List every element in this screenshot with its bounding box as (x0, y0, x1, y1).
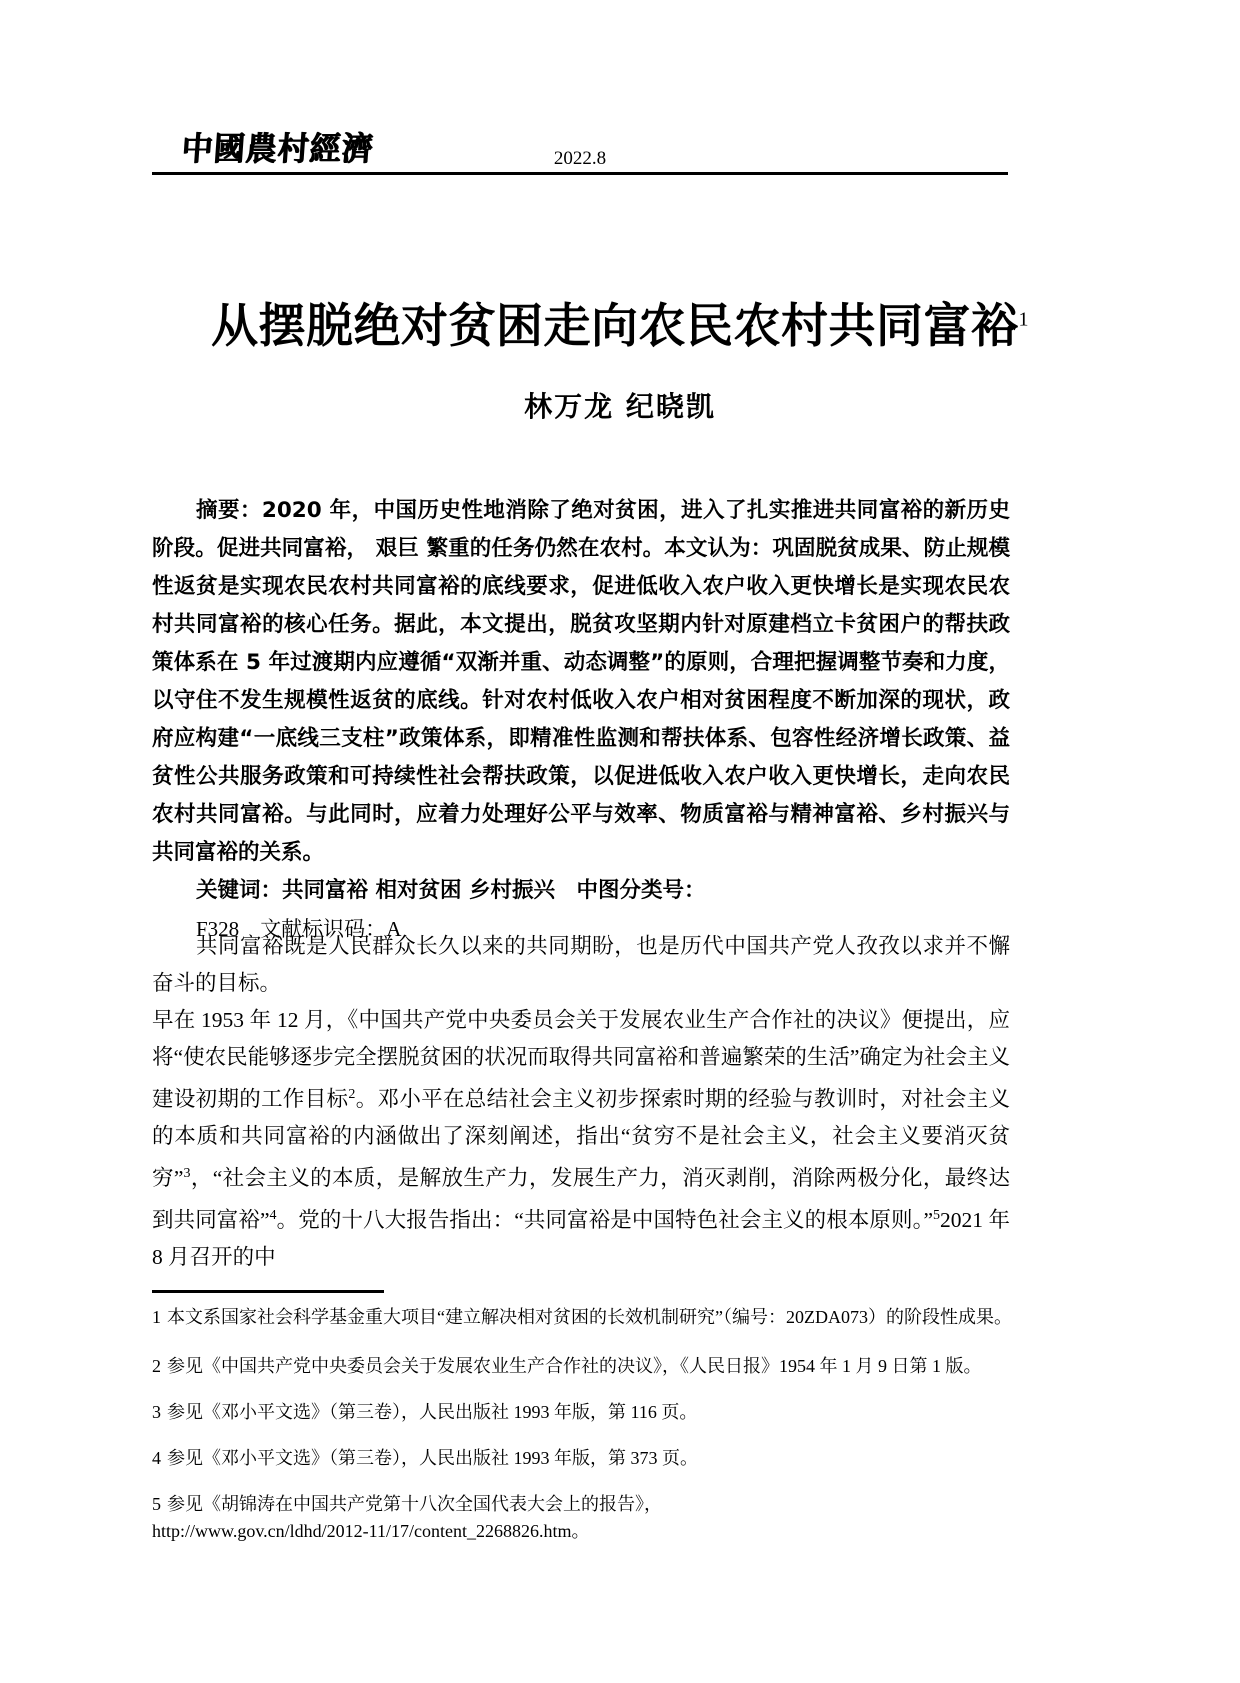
abstract-block (152, 492, 1010, 948)
body-p2-segment-1: 早在 1953 年 12 月，《中国共产党中央委员会关于发展农业生产合作社的决议》便提出，应将“使农民能够逐步完全摆脱贫困的状况而取得共同富裕和普遍繁荣的生活”确定为社会主义建设初期的工作目标 (152, 1008, 1010, 1112)
footnote-text: 参见《邓小平文选》（第三卷），人民出版社 1993 年版，第 116 页。 (167, 1402, 698, 1422)
keywords-line (152, 872, 1010, 910)
page-header (152, 112, 1008, 174)
keywords-label: 关键词： (196, 878, 283, 903)
footnotes-block (152, 1304, 1022, 1567)
author-list: 林万龙 纪晓凯 (524, 390, 716, 423)
footnote-text: 参见《中国共产党中央委员会关于发展农业生产合作社的决议》，《人民日报》1954 年 1 月 9 日第 1 版。 (167, 1356, 982, 1376)
footnote-item (152, 1491, 1022, 1544)
page-title (120, 299, 1120, 355)
footnote-item (152, 1445, 1022, 1471)
footnote-number: 1 (152, 1307, 161, 1327)
body-p2-segment-5: 2021 年 8 月召开的中 (152, 1208, 1011, 1270)
document-id-label: 文献标识码： (260, 917, 387, 941)
footnote-ref-4[interactable]: 4 (269, 1208, 277, 1224)
footnote-text: 参见《邓小平文选》（第三卷），人民出版社 1993 年版，第 373 页。 (167, 1448, 698, 1468)
title-footnote-marker: 1 (1018, 308, 1029, 331)
footnote-separator-rule (152, 1290, 384, 1293)
issue-date: 2022.8 (553, 148, 607, 169)
journal-masthead-logo: 中國農村經濟 (180, 130, 376, 168)
body-paragraph-1: 共同富裕既是人民群众长久以来的共同期盼，也是历代中国共产党人孜孜以求并不懈奋斗的目标。 (152, 934, 1010, 995)
document-id-value: A (386, 917, 402, 941)
body-p2-segment-3: ，“社会主义的本质，是解放生产力，发展生产力，消灭剥削，消除两极分化，最终达到共同富裕” (152, 1166, 1011, 1233)
footnote-item (152, 1399, 1022, 1425)
footnote-text: 本文系国家社会科学基金重大项目“建立解决相对贫困的长效机制研究”（编号：20ZDA073）的阶段性成果。 (167, 1307, 1012, 1327)
footnote-url[interactable]: http://www.gov.cn/ldhd/2012-11/17/content_2268826.htm。 (152, 1521, 590, 1541)
header-divider-rule (152, 172, 1008, 175)
footnote-item (152, 1304, 1022, 1330)
footnote-text: 参见《胡锦涛在中国共产党第十八次全国代表大会上的报告》， (167, 1494, 662, 1514)
footnote-ref-3[interactable]: 3 (183, 1166, 191, 1182)
footnote-number: 2 (152, 1356, 161, 1376)
footnote-ref-2[interactable]: 2 (348, 1087, 356, 1102)
body-paragraph-2 (152, 1002, 1010, 1276)
clc-code: F328 (196, 917, 240, 941)
article-title-text: 从摆脱绝对贫困走向农民农村共同富裕 (211, 299, 1019, 355)
abstract-label: 摘要： (196, 498, 262, 523)
footnote-ref-5[interactable]: 5 (933, 1208, 941, 1224)
abstract-paragraph (152, 492, 1010, 872)
clc-label: 中图分类号： (576, 878, 706, 903)
footnote-number: 4 (152, 1448, 161, 1468)
keywords-values: 共同富裕 相对贫困 乡村振兴 (282, 878, 555, 903)
abstract-text: 2020 年，中国历史性地消除了绝对贫困，进入了扎实推进共同富裕的新历史阶段。促进共同富裕， 艰巨 繁重的任务仍然在农村。本文认为：巩固脱贫成果、防止规模性返贫是实现农民农村共同富裕的底线要求，促进低收入农户收入更快增长是实现农民农村共同富裕的核心任务。据此，本文提出，脱贫攻坚期内针对原建档立卡贫困户的帮扶政策体系在 5 年过渡期内应遵循“双渐并重、动态调整”的原则，合理把握调整节奏和力度，以守住不发生规模性返贫的底线。针对农村低收入农户相对贫困程度不断加深的现状，政府应构建“一底线三支柱”政策体系，即精准性监测和帮扶体系、包容性经济增长政策、益贫性公共服务政策和可持续性社会帮扶政策，以促进低收入农户收入更快增长，走向农民农村共同富裕。与此同时，应着力处理好公平与效率、物质富裕与精神富裕、乡村振兴与共同富裕的关系。 (152, 498, 1010, 865)
body-text (152, 928, 1010, 1276)
body-p2-segment-4: 。党的十八大报告指出：“共同富裕是中国特色社会主义的根本原则。” (276, 1208, 934, 1233)
footnote-item (152, 1353, 1022, 1379)
body-p2-segment-2: 。邓小平在总结社会主义初步探索时期的经验与教训时，对社会主义的本质和共同富裕的内涵做出了深刻阐述，指出“贫穷不是社会主义，社会主义要消灭贫穷” (152, 1087, 1010, 1191)
footnote-number: 5 (152, 1494, 161, 1514)
footnote-number: 3 (152, 1402, 161, 1422)
